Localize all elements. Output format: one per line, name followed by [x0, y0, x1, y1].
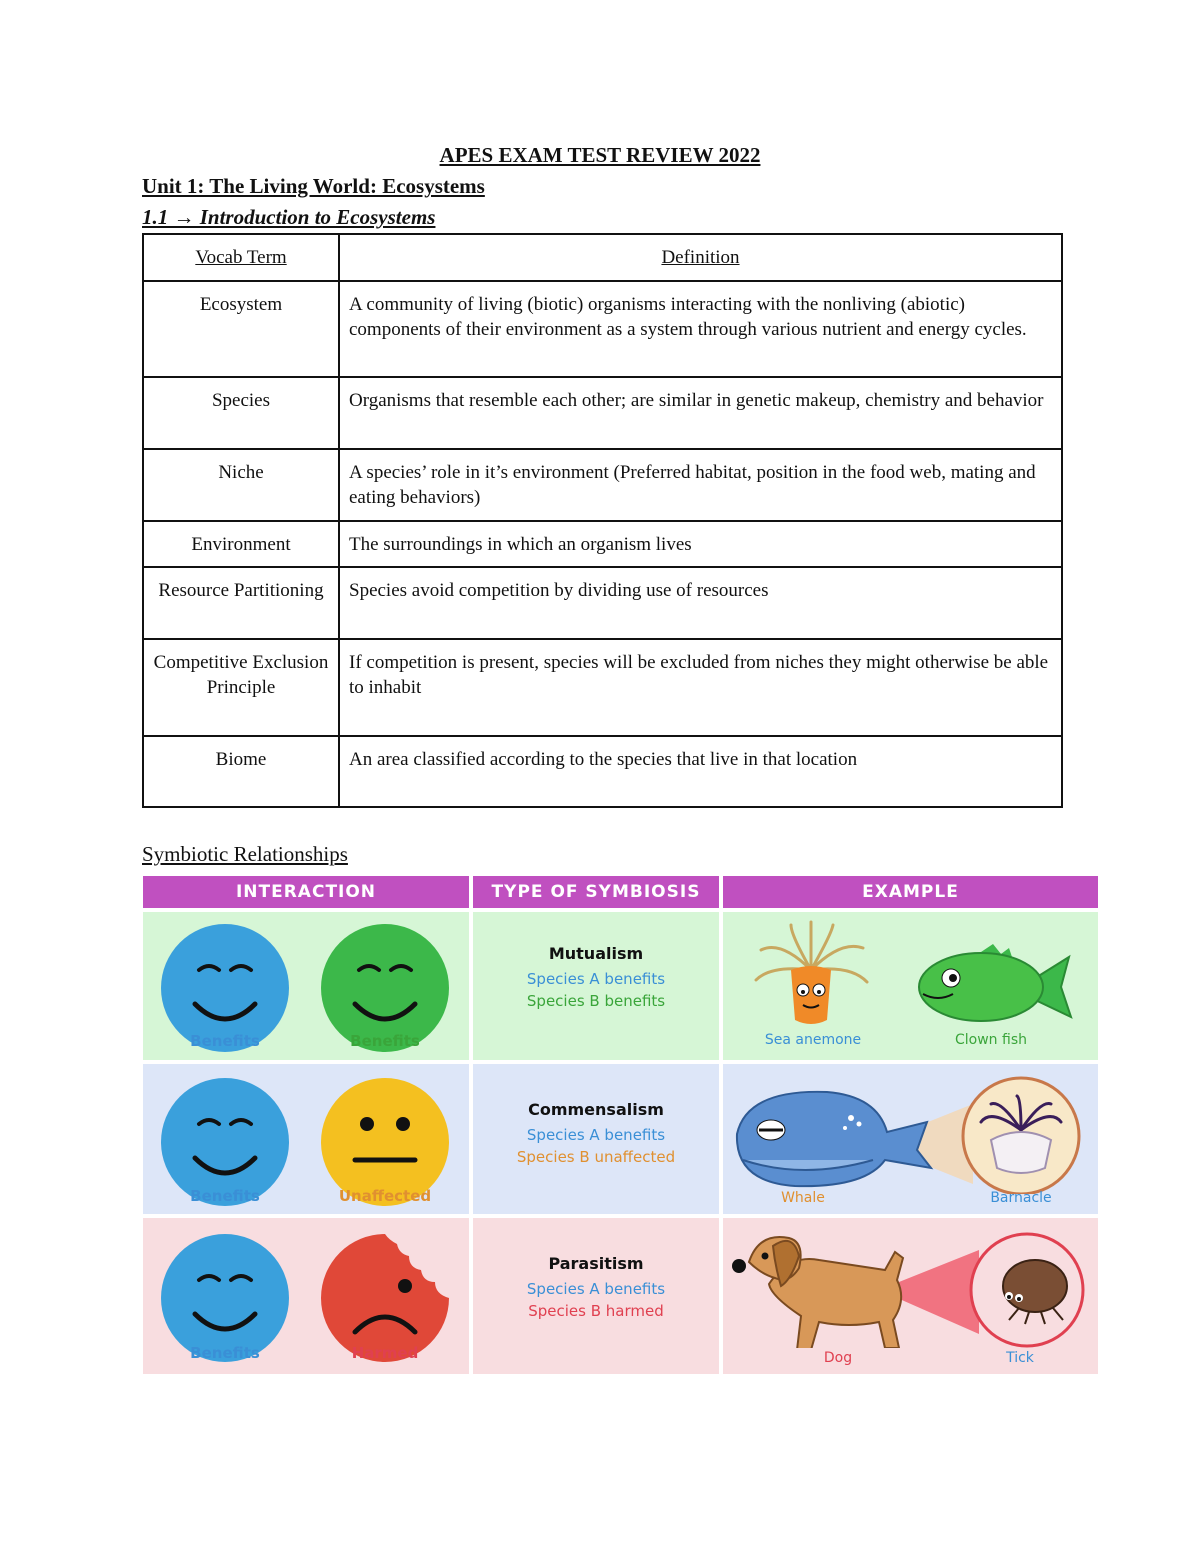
- species-a-line: Species A benefits: [526, 970, 666, 988]
- vocab-definition: The surroundings in which an organism lives: [339, 521, 1062, 567]
- commensalism-example-cell: [723, 1064, 1098, 1214]
- species-b-line: Species B benefits: [526, 992, 666, 1010]
- example-b-label: Clown fish: [955, 1032, 1027, 1048]
- commensalism-type-cell: [473, 1064, 719, 1214]
- commensalism-interaction-cell: [143, 1064, 469, 1214]
- vocab-row: [143, 567, 1062, 639]
- header-interaction: INTERACTION: [143, 876, 469, 908]
- symbiosis-heading: Symbiotic Relationships: [142, 842, 348, 866]
- vocab-definition: A species’ role in it’s environment (Preferred habitat, position in the food web, mating and eating behaviors): [339, 449, 1062, 521]
- vocab-row: [143, 639, 1062, 736]
- face-a-label: Benefits: [190, 1187, 260, 1205]
- example-b-label: Barnacle: [990, 1190, 1052, 1206]
- vocab-term: Biome: [143, 736, 339, 807]
- example-a-label: Sea anemone: [764, 1032, 862, 1048]
- document-title: APES EXAM TEST REVIEW 2022: [439, 143, 761, 167]
- example-a-label: Whale: [781, 1190, 825, 1206]
- symbiosis-type-title: Parasitism: [548, 1254, 644, 1273]
- species-a-line: Species A benefits: [526, 1280, 666, 1298]
- vocab-header-row: [143, 234, 1062, 281]
- vocab-table: [142, 233, 1063, 808]
- section-heading: 1.1 → Introduction to Ecosystems: [142, 205, 436, 229]
- unit-heading: Unit 1: The Living World: Ecosystems: [142, 174, 485, 198]
- vocab-definition: Species avoid competition by dividing use of resources: [339, 567, 1062, 639]
- mutualism-type-cell: [473, 912, 719, 1060]
- vocab-definition: Organisms that resemble each other; are similar in genetic makeup, chemistry and behavior: [339, 377, 1062, 449]
- parasitism-type-cell: [473, 1218, 719, 1374]
- symbiosis-type-title: Mutualism: [548, 944, 644, 963]
- vocab-definition: A community of living (biotic) organisms interacting with the nonliving (abiotic) components of their environment as a system through various nutrient and energy cycles.: [339, 281, 1062, 377]
- species-b-line: Species B unaffected: [516, 1148, 676, 1166]
- vocab-row: [143, 377, 1062, 449]
- face-a-label: Benefits: [190, 1032, 260, 1050]
- vocab-term: Competitive Exclusion Principle: [143, 639, 339, 736]
- example-b-label: Tick: [1006, 1350, 1034, 1366]
- symbiosis-infographic: [143, 876, 1098, 1374]
- face-b-label: Unaffected: [338, 1187, 432, 1205]
- species-a-line: Species A benefits: [526, 1126, 666, 1144]
- vocab-row: [143, 449, 1062, 521]
- face-b-label: Harmed: [351, 1344, 419, 1362]
- vocab-term: Resource Partitioning: [143, 567, 339, 639]
- species-b-line: Species B harmed: [528, 1302, 664, 1320]
- vocab-term: Environment: [143, 521, 339, 567]
- mutualism-interaction-cell: [143, 912, 469, 1060]
- clown-fish-icon: [911, 942, 1081, 1032]
- parasitism-example-cell: [723, 1218, 1098, 1374]
- example-a-label: Dog: [823, 1350, 853, 1366]
- symbiosis-type-title: Commensalism: [528, 1100, 664, 1119]
- vocab-term: Niche: [143, 449, 339, 521]
- whale-barnacle-icon: [733, 1074, 1093, 1194]
- header-example: EXAMPLE: [723, 876, 1098, 908]
- vocab-definition: An area classified according to the species that live in that location: [339, 736, 1062, 807]
- harmed-face-icon: [321, 1234, 449, 1362]
- vocab-definition: If competition is present, species will be excluded from niches they might otherwise be able to inhabit: [339, 639, 1062, 736]
- vocab-term: Species: [143, 377, 339, 449]
- sea-anemone-icon: [751, 920, 871, 1030]
- face-b-label: Benefits: [350, 1032, 420, 1050]
- vocab-term: Ecosystem: [143, 281, 339, 377]
- vocab-header-definition: Definition: [339, 234, 1062, 281]
- dog-tick-icon: [729, 1224, 1094, 1348]
- vocab-row: [143, 521, 1062, 567]
- vocab-row: [143, 281, 1062, 377]
- vocab-header-term: Vocab Term: [143, 234, 339, 281]
- vocab-row: [143, 736, 1062, 807]
- happy-face-icon: [161, 1234, 289, 1362]
- parasitism-interaction-cell: [143, 1218, 469, 1374]
- face-a-label: Benefits: [190, 1344, 260, 1362]
- header-type: TYPE OF SYMBIOSIS: [473, 876, 719, 908]
- mutualism-example-cell: [723, 912, 1098, 1060]
